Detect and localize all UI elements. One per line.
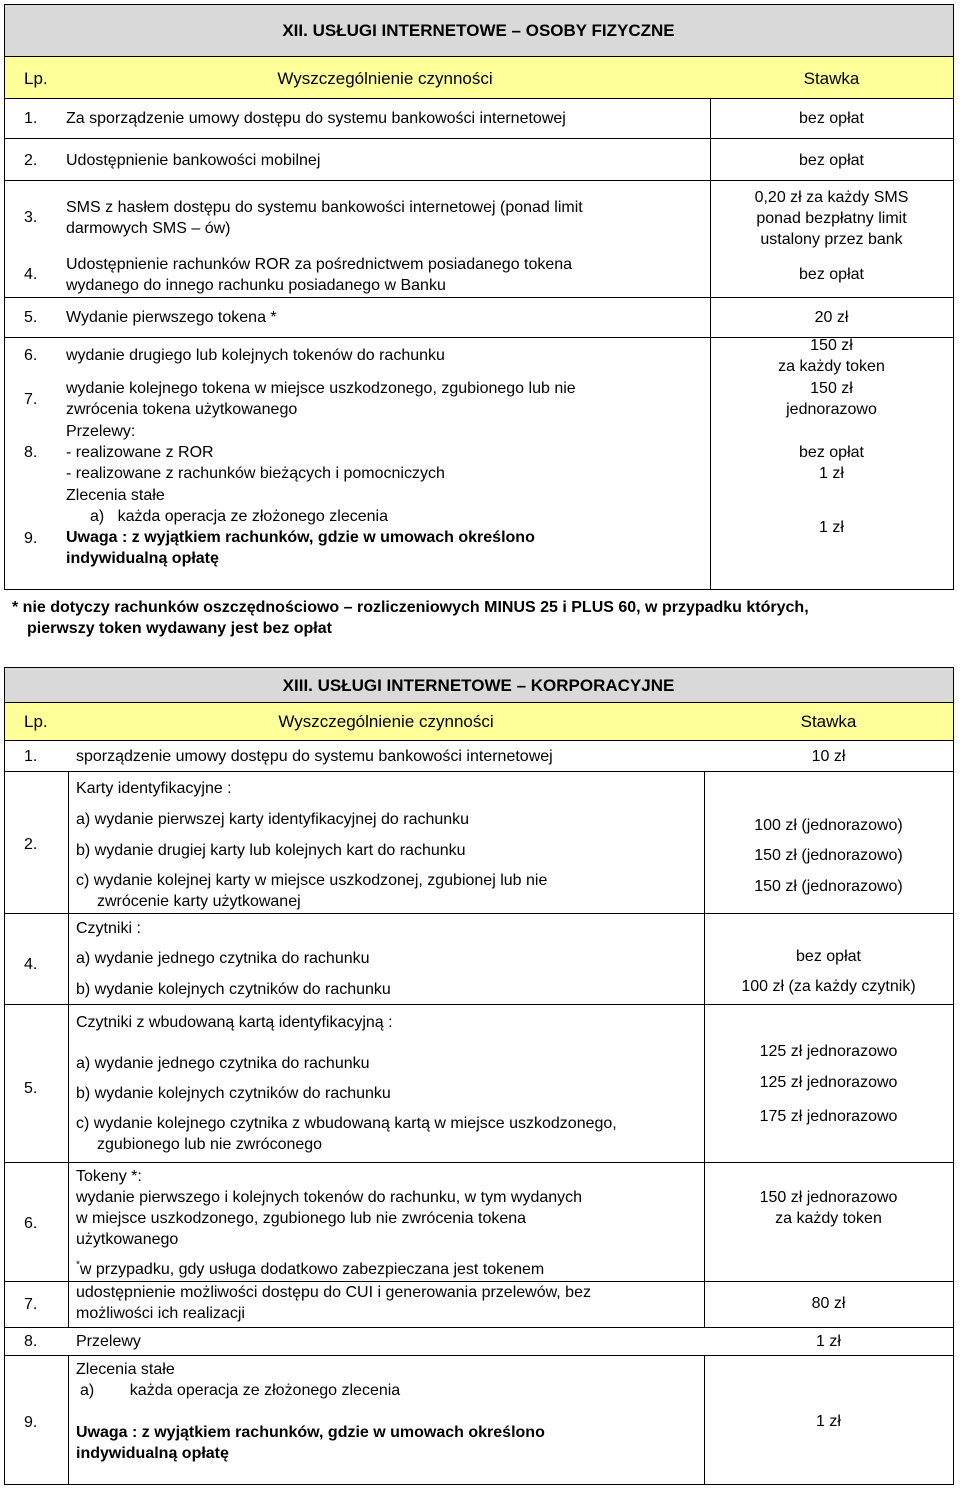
row-desc: a) wydanie pierwszej karty identyfikacyjnej do rachunku [76,811,470,828]
row-rate: 175 zł jednorazowo [759,1108,898,1125]
row-desc: a) wydanie jednego czytnika do rachunku [76,950,370,967]
row-desc: a) wydanie jednego czytnika do rachunku [76,1055,370,1072]
row-lp: 7. [24,1296,38,1313]
col-lp-header: Lp. [24,712,48,731]
row-rate: 10 zł [811,748,846,765]
row-desc: b) wydanie kolejnych czytników do rachunku [76,1085,391,1102]
row-desc: Za sporządzenie umowy dostępu do systemu bankowości internetowej [66,110,566,127]
row-desc: Czytniki z wbudowaną kartą identyfikacyjną : [76,1014,393,1031]
row-lp: 1. [24,110,38,127]
row-rate: bez opłat [799,444,864,461]
section-13-title: XIII. USŁUGI INTERNETOWE – KORPORACYJNE [282,676,675,695]
col-desc-header: Wyszczególnienie czynności [277,69,493,88]
row-desc: - realizowane z rachunków bieżących i pomocniczych [66,465,445,482]
row-rate: 1 zł [819,519,844,536]
row-desc: Zlecenia stałe [66,487,165,504]
row-desc: SMS z hasłem dostępu do systemu bankowości internetowej (ponad limit [66,199,583,216]
col-rate-header: Stawka [800,712,857,731]
row-desc: a) każda operacja ze złożonego zlecenia [90,508,388,525]
row-rate: 0,20 zł za każdy SMS [754,189,909,206]
row-rate: 1 zł [816,1333,841,1350]
row-desc: sporządzenie umowy dostępu do systemu bankowości internetowej [76,748,553,765]
row-rate: 1 zł [816,1413,841,1430]
row-desc: Udostępnienie rachunków ROR za pośrednictwem posiadanego tokena [66,256,573,273]
row-rate: 125 zł jednorazowo [759,1043,898,1060]
row-rate: 80 zł [811,1295,846,1312]
row-rate: bez opłat [799,152,864,169]
row-rate: 150 zł (jednorazowo) [754,878,903,895]
row-desc: udostępnienie możliwości dostępu do CUI i generowania przelewów, bez [76,1284,591,1301]
row-rate: 125 zł jednorazowo [759,1074,898,1091]
row-lp: 6. [24,1215,38,1232]
row-desc: wydanie pierwszego i kolejnych tokenów do rachunku, w tym wydanych [76,1189,583,1206]
row-rate: ponad bezpłatny limit [756,210,907,227]
row-desc: c) wydanie kolejnej karty w miejsce uszkodzonej, zgubionej lub nie [76,872,548,889]
row-lp: 5. [24,1080,38,1097]
row-lp: 8. [24,444,38,461]
row-desc: darmowych SMS – ów) [66,220,231,237]
footnote-mark: * [76,1259,80,1271]
footnote: * nie dotyczy rachunków oszczędnościowo – rozliczeniowych MINUS 25 i PLUS 60, w przypadku których, [12,599,809,616]
row-desc: wydanie drugiego lub kolejnych tokenów do rachunku [66,347,445,364]
row-desc: a) każda operacja ze złożonego zlecenia [80,1382,401,1399]
row-rate: bez opłat [799,266,864,283]
row-desc: Przelewy: [66,423,136,440]
col-lp-header: Lp. [24,69,48,88]
row-lp: 2. [24,152,38,169]
row-desc: wydanego do innego rachunku posiadanego w Banku [66,277,446,294]
row-lp: 4. [24,266,38,283]
row-lp: 9. [24,530,38,547]
row-desc: Wydanie pierwszego tokena * [66,309,277,326]
row-rate: 100 zł (jednorazowo) [754,817,903,834]
row-desc: zgubionego lub nie zwróconego [97,1136,323,1153]
row-rate: 150 zł [810,337,853,354]
row-rate: 150 zł jednorazowo [759,1189,898,1206]
row-rate: 150 zł (jednorazowo) [754,847,903,864]
row-desc: użytkowanego [76,1231,179,1248]
col-rate-header: Stawka [803,69,860,88]
row-note: indywidualną opłatę [76,1445,229,1462]
section-12-title: XII. USŁUGI INTERNETOWE – OSOBY FIZYCZNE [282,21,675,40]
row-rate: ustalony przez bank [760,231,903,248]
row-rate: bez opłat [799,110,864,127]
footnote: pierwszy token wydawany jest bez opłat [27,620,332,637]
row-note: Uwaga : z wyjątkiem rachunków, gdzie w umowach określono [76,1424,545,1441]
row-desc: b) wydanie drugiej karty lub kolejnych kart do rachunku [76,842,466,859]
row-rate: 1 zł [819,465,844,482]
row-note: Uwaga : z wyjątkiem rachunków, gdzie w umowach określono [66,529,535,546]
row-lp: 3. [24,209,38,226]
row-lp: 7. [24,391,38,408]
row-footnote [76,1259,544,1280]
row-rate: za każdy token [778,358,885,375]
row-desc: b) wydanie kolejnych czytników do rachunku [76,981,391,998]
row-desc: Przelewy [76,1333,141,1350]
row-lp: 5. [24,309,38,326]
row-rate: bez opłat [796,948,861,965]
row-rate: za każdy token [775,1210,882,1227]
row-desc: - realizowane z ROR [66,444,214,461]
footnote-text: w przypadku, gdy usługa dodatkowo zabezpieczana jest tokenem [79,1261,545,1278]
row-lp: 4. [24,956,38,973]
row-desc: Czytniki : [76,920,141,937]
row-rate: jednorazowo [786,401,877,418]
row-desc: Karty identyfikacyjne : [76,780,232,797]
row-rate: 100 zł (za każdy czytnik) [741,978,916,995]
row-desc: Udostępnienie bankowości mobilnej [66,152,321,169]
row-desc: wydanie kolejnego tokena w miejsce uszkodzonego, zgubionego lub nie [66,380,576,397]
row-lp: 8. [24,1333,38,1350]
row-rate: 20 zł [814,309,849,326]
col-desc-header: Wyszczególnienie czynności [278,712,494,731]
row-lp: 9. [24,1414,38,1431]
row-desc: c) wydanie kolejnego czytnika z wbudowaną kartą w miejsce uszkodzonego, [76,1115,617,1132]
row-note: indywidualną opłatę [66,550,219,567]
row-desc: Tokeny *: [76,1168,142,1185]
row-lp: 2. [24,836,38,853]
row-desc: zwrócenia tokena użytkowanego [66,401,298,418]
row-desc: w miejsce uszkodzonego, zgubionego lub nie zwrócenia tokena [76,1210,527,1227]
row-desc: zwrócenie karty użytkowanej [97,893,301,910]
row-desc: możliwości ich realizacji [76,1305,245,1322]
row-rate: 150 zł [810,380,853,397]
row-lp: 6. [24,347,38,364]
row-desc: Zlecenia stałe [76,1361,175,1378]
row-lp: 1. [24,748,38,765]
